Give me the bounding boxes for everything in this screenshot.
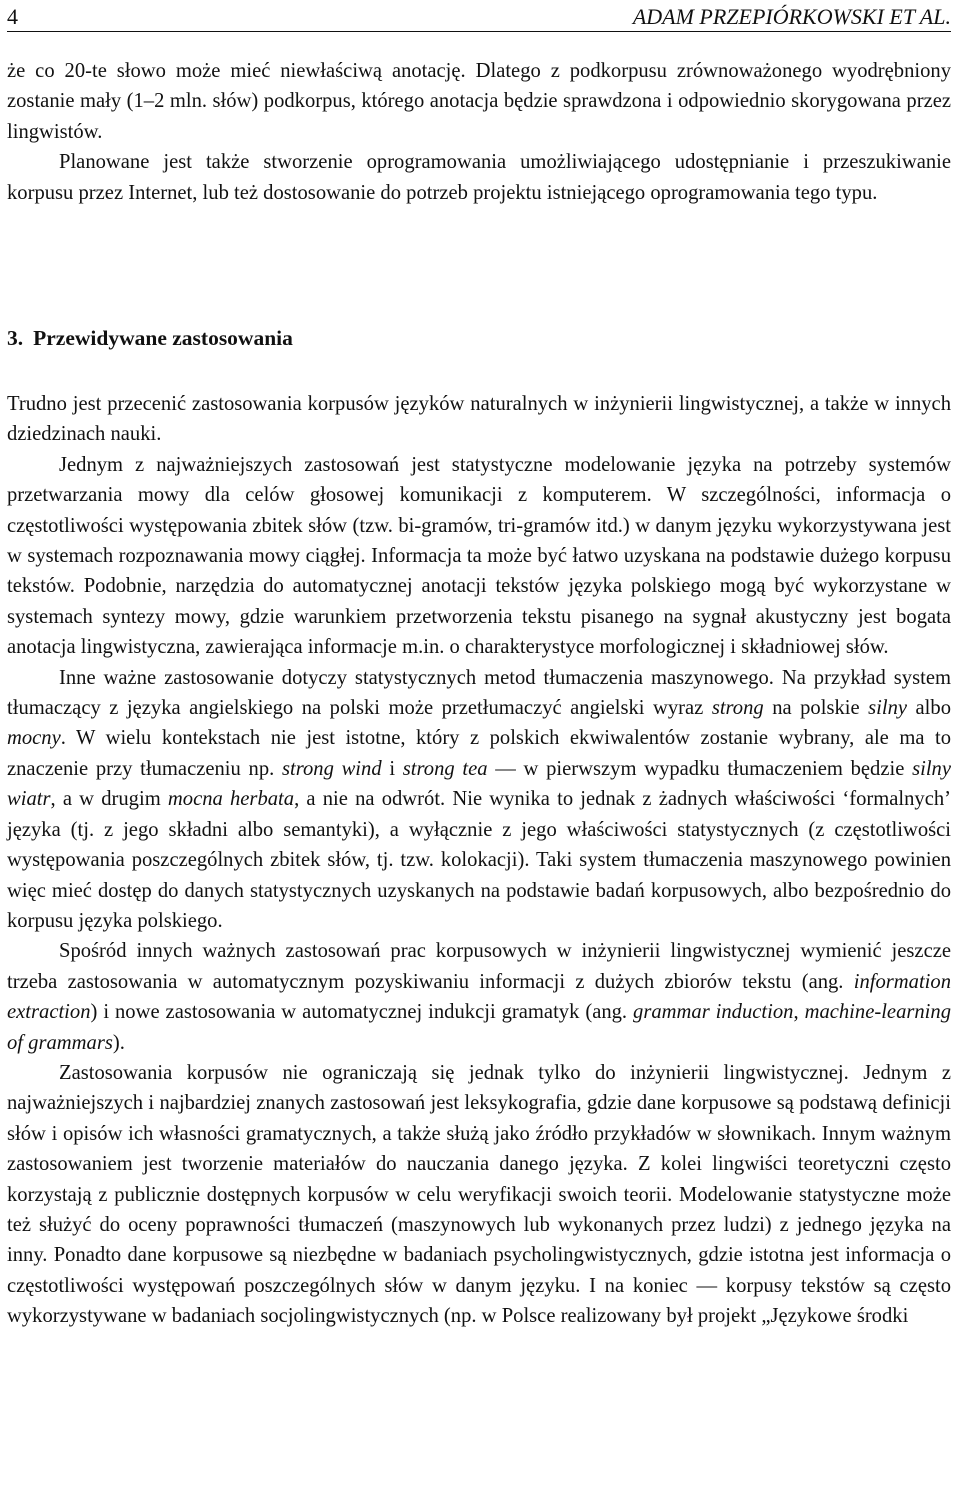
italic-term: grammar induction (633, 1001, 794, 1024)
intro-text-block (7, 56, 951, 208)
text-run: i (381, 757, 403, 780)
italic-term: mocna herbata (167, 788, 295, 811)
text-run: albo (907, 697, 952, 720)
text-run: , a w drugim (50, 788, 168, 811)
paragraph (7, 450, 951, 663)
italic-term: information extraction (7, 970, 951, 1024)
text-run: Jednym z najważniejszych zastosowań jest statystyczne modelowanie języka na potrzeby systemów przetwarzania mowy dla celów głosowej komunikacji z komputerem. W szczególności, informacja o częstotliwości występowania zbitek słów (tzw. bi-gramów, tri-gramów itd.) w danym języku wykorzystywana jest w systemach rozpoznawania mowy ciągłej. Informacja ta może być łatwo uzyskana na podstawie dużego korpusu tekstów. Podobnie, narzędzia do automatycznej anotacji tekstów języka polskiego mogą być wykorzystane w systemach syntezy mowy, gdzie warunkiem przetworzenia tekstu pisanego na sygnał akustyczny jest bogata anotacja lingwistyczna, zawierająca informacje m.in. o charakterystyce morfologicznej i składniowej słów. (7, 453, 951, 659)
body-text-block (7, 389, 951, 1332)
text-run: . W wielu kontekstach nie jest istotne, który z polskich ekwiwalentów zostanie wybrany, ale ma to znaczenie przy tłumaczeniu np. (7, 727, 951, 780)
italic-term: mocny (7, 727, 61, 750)
paragraph (7, 389, 951, 450)
text-run: ) i nowe zastosowania w automatycznej indukcji gramatyk (ang. (90, 1001, 634, 1024)
section-title: Przewidywane zastosowania (33, 326, 293, 350)
italic-term: silny wiatr (7, 757, 951, 811)
paragraph (7, 663, 951, 937)
italic-term: strong (711, 697, 764, 720)
text-run: Spośród innych ważnych zastosowań prac korpusowych w inżynierii lingwistycznej wymienić jeszcze trzeba zastosowania w automatycznym pozyskiwaniu informacji z dużych zbiorów tekstu (ang. (7, 940, 951, 993)
text-run: na polskie (763, 697, 869, 720)
page-header (7, 3, 951, 32)
text-run: ). (112, 1031, 125, 1054)
text-run: Zastosowania korpusów nie ograniczają się jednak tylko do inżynierii lingwistycznej. Jednym z najważniejszych i najbardziej znanych zastosowań jest leksykografia, gdzie dane korpusowe są podstawą definicji słów i opisów ich własności gramatycznych, a także służą jako źródło przykładów w słownikach. Innym ważnym zastosowaniem jest tworzenie materiałów do nauczania danego języka. Z kolei lingwiści teoretyczni często korzystają z publicznie dostępnych korpusów w celu weryfikacji swoich teorii. Modelowanie statystyczne może też służyć do oceny poprawności tłumaczeń (maszynowych lub wykonanych przez ludzi) z jednego języka na inny. Ponadto dane korpusowe są niezbędne w badaniach psycholingwistycznych, gdzie istotna jest informacja o częstotliwości występowań poszczególnych słów w danym języku. I na koniec — korpusy tekstów są często wykorzystywane w badaniach socjolingwistycznych (np. w Polsce realizowany był projekt „Językowe środki (7, 1061, 951, 1328)
running-head-authors: ADAM PRZEPIÓRKOWSKI ET AL. (632, 4, 951, 29)
paragraph (7, 936, 951, 1058)
paragraph (7, 56, 951, 147)
italic-term: machine-learning of grammars (7, 1001, 951, 1054)
paragraph (7, 147, 951, 208)
page-number: 4 (7, 4, 18, 29)
italic-term: strong wind (281, 757, 382, 780)
italic-term: strong tea (402, 757, 488, 780)
text-run: Trudno jest przecenić zastosowania korpusów języków naturalnych w inżynierii lingwistycznej, a także w innych dziedzinach nauki. (7, 393, 951, 446)
text-run: , a nie na odwrót. Nie wynika to jednak z żadnych właściwości ‘formalnych’ języka (tj. z jego składni albo semantyki), a wyłącznie z jego właściwości statystycznych (z częstotliwości występowania poszczególnych zbitek słów, tj. tzw. kolokacji). Taki system tłumaczenia maszynowego powinien więc mieć dostęp do danych statystycznych uzyskanych na podstawie badań korpusowych, albo bezpośrednio do korpusu języka polskiego. (7, 788, 951, 932)
italic-term: silny (868, 697, 908, 720)
text-run: Planowane jest także stworzenie oprogramowania umożliwiającego udostępnianie i przeszukiwanie korpusu przez Internet, lub też dostosowanie do potrzeb projektu istniejącego oprogramowania tego typu. (7, 151, 951, 204)
text-run: Inne ważne zastosowanie dotyczy statystycznych metod tłumaczenia maszynowego. Na przykład system tłumaczący z języka angielskiego na polski może przetłumaczyć angielski wyraz (7, 666, 951, 720)
text-run: — w pierwszym wypadku tłumaczeniem będzie (487, 757, 913, 780)
section-heading (7, 322, 951, 354)
text-run: że co 20-te słowo może mieć niewłaściwą anotację. Dlatego z podkorpusu zrównoważonego wyodrębniony zostanie mały (1–2 mln. słów) podkorpus, którego anotacja będzie sprawdzona i odpowiednio skorygowana przez lingwistów. (7, 60, 951, 143)
section-number: 3. (7, 326, 24, 350)
text-run: , (793, 1001, 805, 1024)
paragraph (7, 1058, 951, 1332)
